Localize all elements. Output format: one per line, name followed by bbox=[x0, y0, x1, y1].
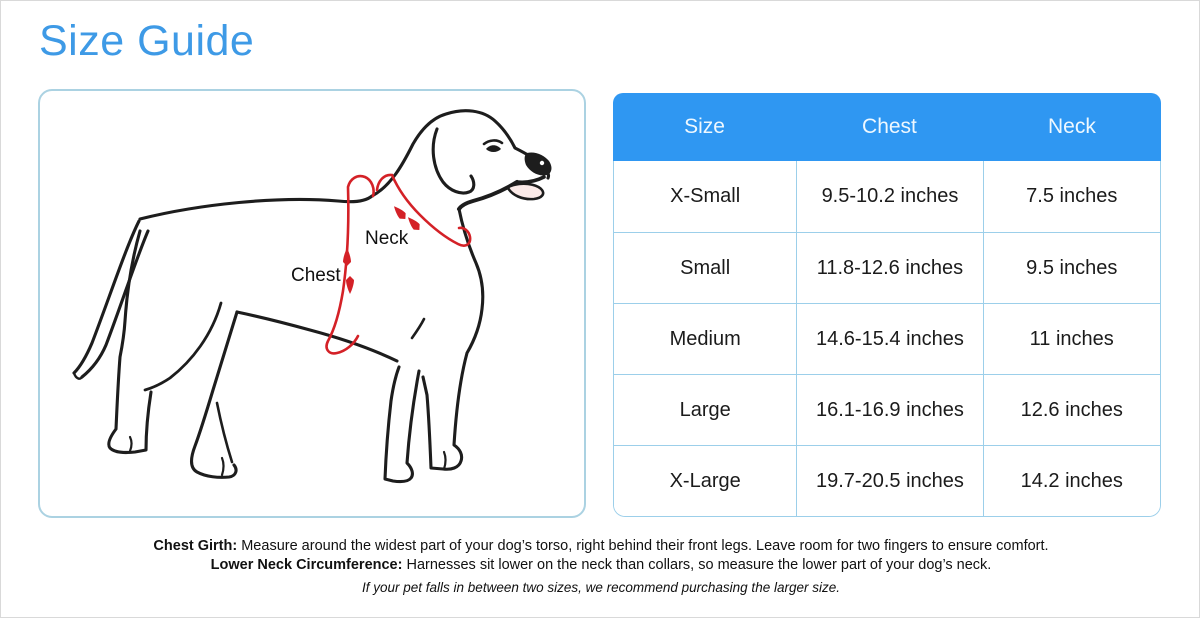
dog-tongue bbox=[508, 184, 543, 199]
chest-girth-note: Chest Girth: Measure around the widest part of your dog’s torso, right behind their front legs. Leave room for two fingers to ensure comfort. bbox=[153, 538, 1049, 554]
neck-measurement-label: Neck bbox=[365, 228, 409, 249]
chest-measurement-label: Chest bbox=[291, 265, 341, 286]
table-row bbox=[614, 303, 1160, 374]
page-title: Size Guide bbox=[39, 17, 255, 65]
column-header-neck: Neck bbox=[1048, 115, 1096, 138]
cell-size: X-Small bbox=[614, 161, 796, 232]
column-header-chest: Chest bbox=[862, 115, 917, 138]
table-row bbox=[614, 445, 1160, 516]
cell-chest: 9.5-10.2 inches bbox=[796, 161, 982, 232]
size-table bbox=[613, 93, 1161, 517]
cell-neck: 9.5 inches bbox=[983, 232, 1160, 303]
cell-neck: 7.5 inches bbox=[983, 161, 1160, 232]
dog-eye bbox=[486, 145, 501, 152]
neck-circumference-label: Lower Neck Circumference: bbox=[210, 556, 403, 573]
cell-chest: 19.7-20.5 inches bbox=[796, 445, 982, 516]
dog-ear bbox=[433, 129, 474, 193]
cell-size: Medium bbox=[614, 303, 796, 374]
cell-size: X-Large bbox=[614, 445, 796, 516]
cell-neck: 11 inches bbox=[983, 303, 1160, 374]
cell-neck: 12.6 inches bbox=[983, 374, 1160, 445]
column-header-size: Size bbox=[684, 115, 725, 138]
dog-tail bbox=[74, 221, 139, 373]
dog-nose bbox=[525, 152, 552, 175]
cell-chest: 16.1-16.9 inches bbox=[796, 374, 982, 445]
table-row bbox=[614, 374, 1160, 445]
measurement-notes bbox=[1, 537, 1200, 574]
dog-front-leg bbox=[423, 209, 483, 469]
table-row bbox=[614, 161, 1160, 232]
cell-chest: 14.6-15.4 inches bbox=[796, 303, 982, 374]
dog-topline bbox=[140, 111, 549, 219]
table-body bbox=[613, 161, 1161, 517]
cell-chest: 11.8-12.6 inches bbox=[796, 232, 982, 303]
table-header bbox=[613, 93, 1161, 161]
table-row bbox=[614, 232, 1160, 303]
dog-illustration-icon bbox=[40, 91, 584, 516]
cell-size: Large bbox=[614, 374, 796, 445]
neck-circumference-note: Lower Neck Circumference: Harnesses sit lower on the neck than collars, so measure the lower part of your dog’s neck. bbox=[210, 556, 992, 573]
cell-size: Small bbox=[614, 232, 796, 303]
dog-diagram-box bbox=[38, 89, 586, 518]
fit-recommendation-note: If your pet falls in between two sizes, we recommend purchasing the larger size. bbox=[362, 580, 840, 595]
dog-belly bbox=[237, 312, 397, 361]
chest-girth-label: Chest Girth: bbox=[153, 538, 238, 554]
cell-neck: 14.2 inches bbox=[983, 445, 1160, 516]
